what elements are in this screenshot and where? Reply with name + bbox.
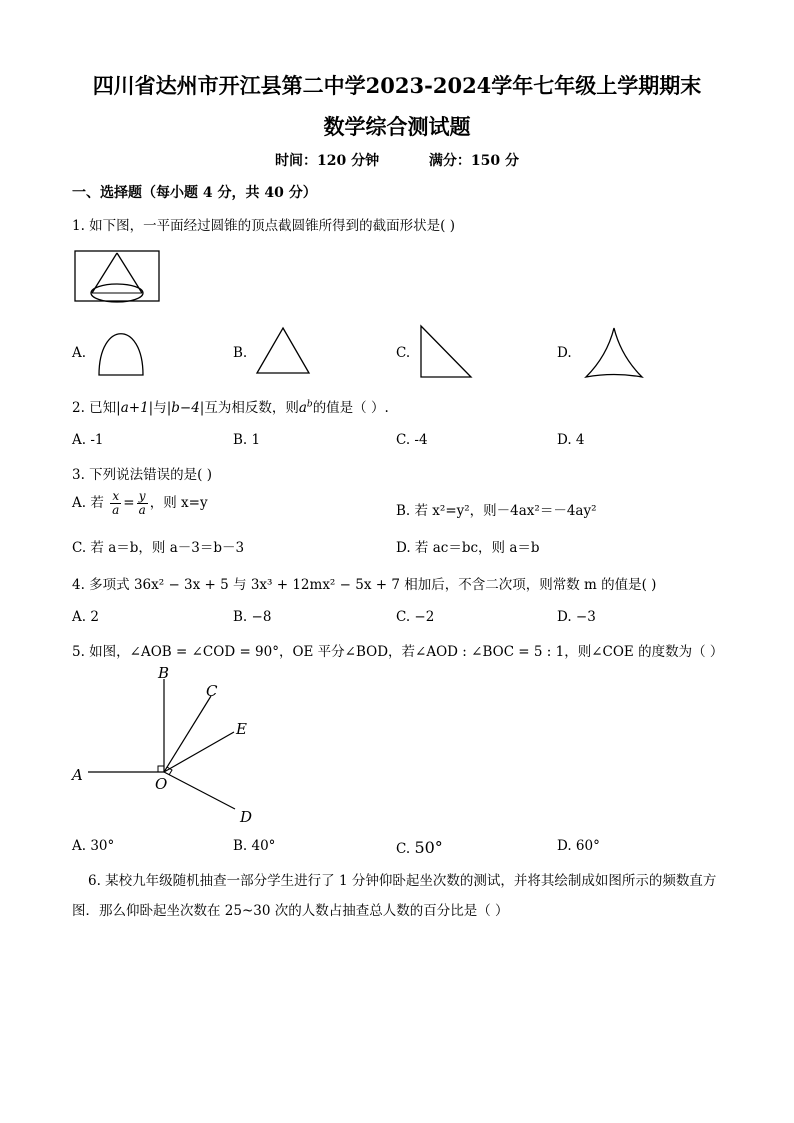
q1-option-d-curved-triangle	[583, 326, 645, 380]
q5-option-c-value: 50°	[414, 838, 443, 857]
q2-option-b: B. 1	[233, 432, 261, 448]
q1-option-b-triangle	[255, 326, 311, 376]
q1-option-c-right-triangle	[419, 324, 475, 380]
q5-label-c: C	[206, 682, 218, 700]
q1-option-d-label: D.	[557, 345, 572, 361]
q3-frac1-denominator: a	[112, 503, 120, 517]
question-6-line2: 图．那么仰卧起坐次数在 25~30 次的人数占抽查总人数的百分比是（ ）	[72, 903, 509, 919]
q4-option-a: A. 2	[72, 609, 99, 625]
question-3-stem: 3. 下列说法错误的是( )	[72, 467, 212, 483]
q1-option-a-arch-shape	[96, 328, 146, 378]
q1-option-c-label: C.	[396, 345, 411, 361]
q2-option-c: C. -4	[396, 432, 428, 448]
q5-label-b: B	[158, 664, 170, 682]
q2-text-a: 2. 已知	[72, 400, 117, 416]
q3-option-b: B. 若 x²=y²，则－4ax²＝－4ay²	[396, 503, 597, 519]
exam-title-line1: 四川省达州市开江县第二中学2023-2024学年七年级上学期期末	[92, 73, 702, 98]
q3-option-c: C. 若 a＝b，则 a－3＝b－3	[72, 540, 245, 556]
q4-option-c: C. −2	[396, 609, 435, 625]
q3-frac1-numerator: x	[110, 490, 121, 504]
time-label: 时间：120 分钟	[275, 153, 380, 169]
q5-label-a: A	[72, 766, 83, 784]
q3-option-a-tail: ，则 x=y	[149, 495, 208, 511]
q3-fraction-y-over-a	[137, 490, 148, 517]
q5-option-c-label: C.	[396, 841, 411, 857]
q3-frac2-numerator: y	[137, 490, 148, 504]
question-2-stem	[72, 396, 389, 416]
exam-title-line2: 数学综合测试题	[323, 114, 471, 139]
q3-fraction-x-over-a	[110, 490, 121, 517]
q2-text-d: 的值是（ ）.	[312, 400, 389, 416]
section-heading: 一、选择题（每小题 4 分，共 40 分）	[72, 185, 317, 201]
q3-option-a-label: A. 若	[72, 495, 104, 511]
q5-label-o: O	[155, 775, 168, 793]
q5-label-d: D	[240, 808, 253, 826]
q1-cone-figure	[74, 250, 160, 304]
q2-text-b: 与	[153, 400, 167, 416]
q2-base: a	[298, 400, 307, 416]
q2-option-d: D. 4	[557, 432, 585, 448]
q2-exponent: b	[306, 399, 313, 410]
q4-option-b: B. −8	[233, 609, 272, 625]
q2-abs1: |a+1|	[116, 400, 154, 416]
q5-option-c	[396, 838, 443, 857]
q2-abs2: |b−4|	[166, 400, 205, 416]
q4-option-d: D. −3	[557, 609, 596, 625]
score-label: 满分：150 分	[428, 153, 519, 169]
question-6-line1: 6. 某校九年级随机抽查一部分学生进行了 1 分钟仰卧起坐次数的测试，并将其绘制成如图所示的频数直方	[88, 873, 717, 889]
q3-frac2-denominator: a	[138, 503, 146, 517]
q5-label-e: E	[236, 720, 247, 738]
question-1-stem: 1. 如下图，一平面经过圆锥的顶点截圆锥所得到的截面形状是( )	[72, 218, 455, 234]
question-5-stem: 5. 如图，∠AOB = ∠COD = 90°，OE 平分∠BOD，若∠AOD : ∠BOC = 5 : 1，则∠COE 的度数为（ ）	[72, 644, 724, 660]
q3-equals: =	[123, 495, 135, 511]
q1-option-a-label: A.	[72, 345, 87, 361]
q1-option-b-label: B.	[233, 345, 248, 361]
q5-option-d: D. 60°	[557, 838, 600, 854]
question-4-stem: 4. 多项式 36x² − 3x + 5 与 3x³ + 12mx² − 5x + 7 相加后，不含二次项，则常数 m 的值是( )	[72, 577, 657, 593]
q5-option-a: A. 30°	[72, 838, 115, 854]
exam-meta	[0, 150, 794, 170]
q5-angle-figure	[70, 664, 270, 829]
q2-text-c: 互为相反数，则	[204, 400, 299, 416]
q2-option-a: A. -1	[72, 432, 104, 448]
q3-option-d: D. 若 ac＝bc，则 a＝b	[396, 540, 540, 556]
q5-option-b: B. 40°	[233, 838, 276, 854]
q3-option-a	[72, 490, 208, 517]
